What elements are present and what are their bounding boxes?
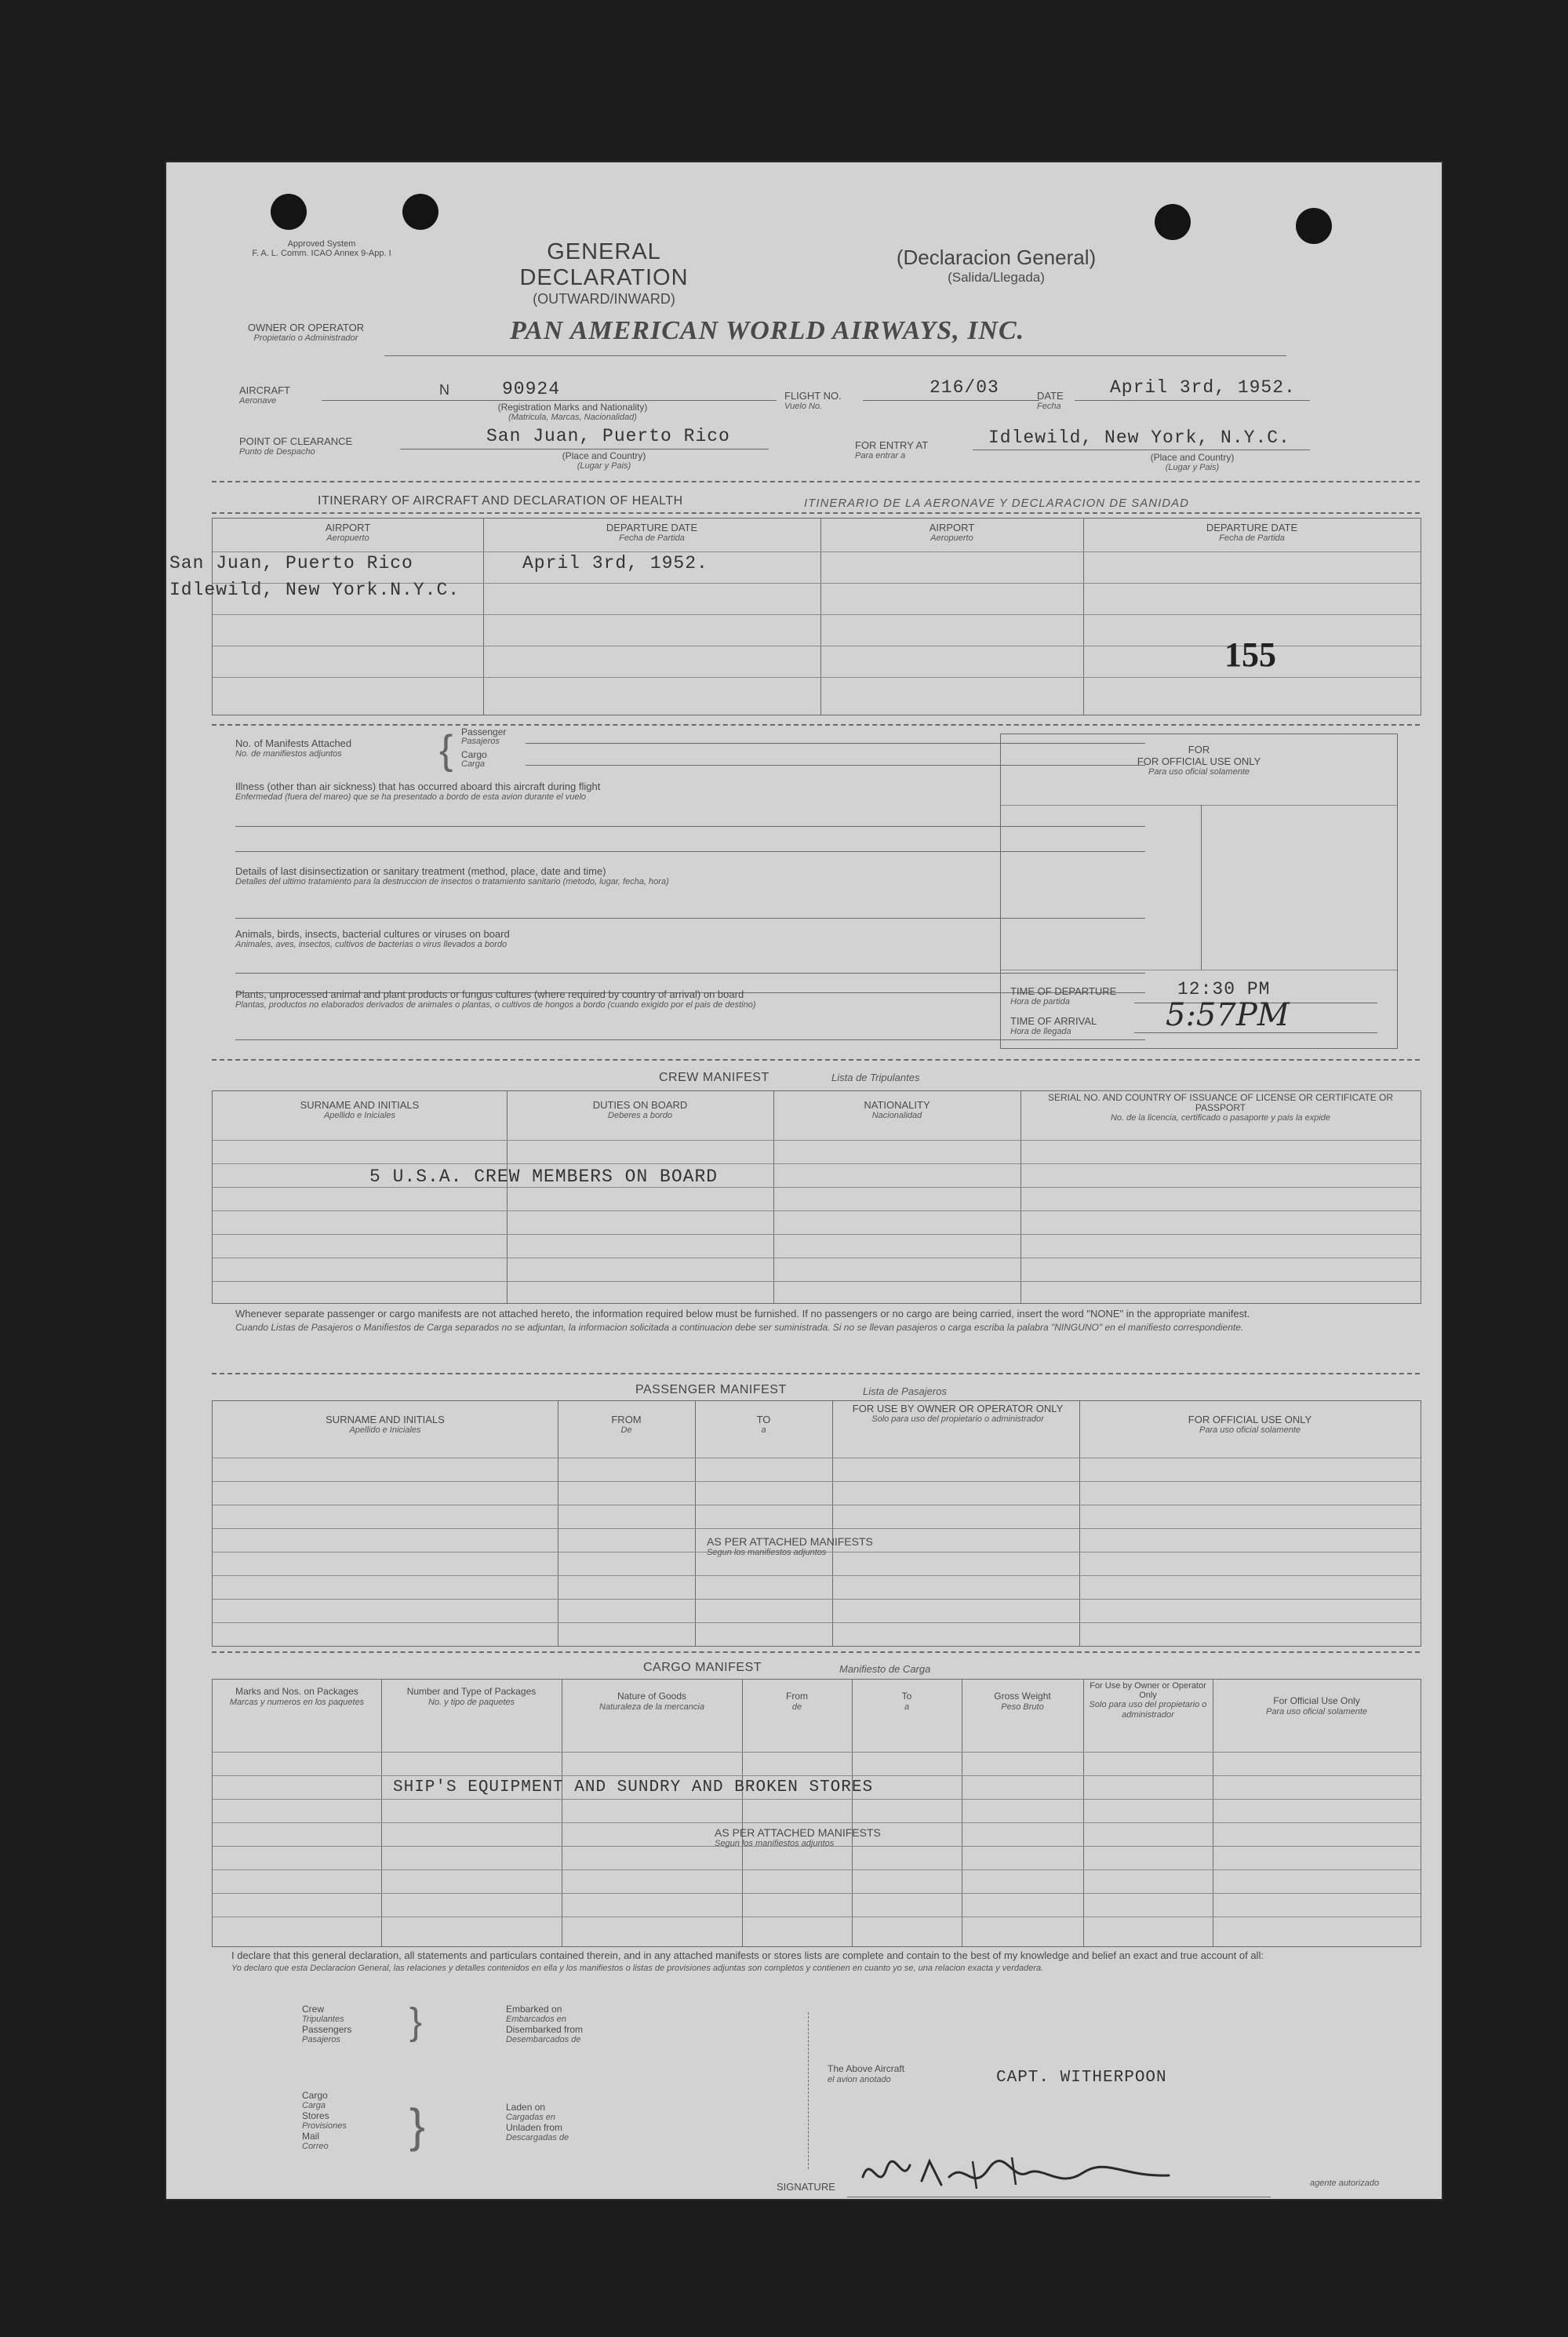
departure-time: 12:30 PM: [1177, 979, 1271, 999]
captain-name: CAPT. WITHERPOON: [996, 2069, 1167, 2087]
itinerary-heading-es: ITINERARIO DE LA AERONAVE Y DECLARACION DE SANIDAD: [804, 497, 1189, 510]
date-label: DATE Fecha: [1037, 390, 1064, 411]
crew-col-duties: DUTIES ON BOARD Deberes a bordo: [592, 1099, 688, 1120]
manifest-notice: Whenever separate passenger or cargo manifests are not attached hereto, the information required below must be furnished. If no passengers or no cargo are being carried, insert the word "NONE" in the appropriate manifest. Cuando Listas de Pasajeros o Manifiestos de Carga separados no se adjuntan, la informacion solicitada a continuacion debe ser suministrada. Si no se llevan pasajeros o carga escriba la palabra "NINGUNO" en el manifiesto correspondiente.: [235, 1308, 1250, 1333]
punch-hole: [1296, 208, 1332, 244]
signature-trail: agente autorizado: [1310, 2179, 1380, 2188]
arrival-time-handwritten: 5:57PM: [1166, 997, 1290, 1033]
aircraft-caption: (Registration Marks and Nationality) (Matricula, Marcas, Nacionalidad): [497, 402, 648, 422]
crew-passenger-labels: Crew Tripulantes Passengers Pasajeros: [302, 2004, 352, 2044]
col-airport-2: AIRPORT Aeropuerto: [929, 522, 975, 543]
flight-date: April 3rd, 1952.: [1110, 377, 1296, 398]
crew-col-nationality: NATIONALITY Nacionalidad: [864, 1099, 930, 1120]
owner-line: [384, 355, 1286, 356]
passenger-cargo-labels: Passenger Pasajeros Cargo Carga: [461, 726, 507, 769]
col-airport-1: AIRPORT Aeropuerto: [325, 522, 371, 543]
aircraft-label: AIRCRAFT Aeronave: [239, 384, 290, 406]
cargo-heading-es: Manifiesto de Carga: [839, 1663, 931, 1675]
arrival-line: [1134, 1032, 1377, 1033]
separator: [212, 724, 1420, 726]
cargo-attached-note: AS PER ATTACHED MANIFESTS Segun los manifiestos adjuntos: [715, 1826, 881, 1848]
official-use-box: [1000, 733, 1398, 1049]
passenger-col-official: FOR OFFICIAL USE ONLY Para uso oficial solamente: [1188, 1414, 1312, 1435]
punch-hole: [402, 194, 438, 230]
crew-table: [212, 1090, 1421, 1304]
itinerary-heading: ITINERARY OF AIRCRAFT AND DECLARATION OF HEALTH: [318, 494, 683, 508]
crew-col-surname: SURNAME AND INITIALS Apellido e Iniciales: [300, 1099, 420, 1120]
clearance-line: [400, 449, 769, 450]
col-departure-2: DEPARTURE DATE Fecha de Partida: [1206, 522, 1298, 543]
cargo-col-to: To a: [901, 1691, 912, 1712]
flight-label: FLIGHT NO. Vuelo No.: [784, 390, 842, 411]
form-title: GENERAL DECLARATION (OUTWARD/INWARD): [519, 239, 689, 307]
cargo-table: [212, 1679, 1421, 1947]
passenger-col-to: TO a: [756, 1414, 771, 1435]
illness-text: Illness (other than air sickness) that has occurred aboard this aircraft during flight Enfermedad (fuera del mareo) que se ha presentado a bordo de esta avion durante el vuelo: [235, 781, 601, 802]
arrival-time-label: TIME OF ARRIVAL Hora de llegada: [1010, 1015, 1097, 1036]
punch-hole: [271, 194, 307, 230]
departure-time-label: TIME OF DEPARTURE Hora de partida: [1010, 985, 1117, 1007]
separator: [212, 1651, 1420, 1653]
date-line: [1075, 400, 1310, 401]
captain-signature: [855, 2146, 1184, 2200]
itinerary-airport-1: San Juan, Puerto Rico: [169, 553, 413, 573]
separator: [212, 1059, 1420, 1061]
operator-name: PAN AMERICAN WORLD AIRWAYS, INC.: [510, 316, 1025, 345]
itinerary-date-1: April 3rd, 1952.: [522, 553, 708, 573]
cargo-col-marks: Marks and Nos. on Packages Marcas y numeros en los paquetes: [229, 1686, 365, 1707]
manifests-label: No. of Manifests Attached No. de manifiestos adjuntos: [235, 737, 352, 759]
signature-label: SIGNATURE: [777, 2181, 835, 2193]
declaration-sheet: [165, 161, 1443, 2200]
entry-label: FOR ENTRY AT Para entrar a: [855, 439, 929, 460]
stamp-number: 155: [1224, 635, 1276, 674]
cargo-entry: SHIP'S EQUIPMENT AND SUNDRY AND BROKEN STORES: [393, 1778, 874, 1796]
cargo-stores-labels: Cargo Carga Stores Provisiones Mail Correo: [302, 2090, 347, 2151]
cargo-col-number: Number and Type of Packages No. y tipo de paquetes: [406, 1686, 537, 1707]
passenger-attached-note: AS PER ATTACHED MANIFESTS Segun los manifiestos adjuntos: [707, 1535, 873, 1557]
cargo-heading: CARGO MANIFEST: [643, 1661, 762, 1674]
passenger-col-surname: SURNAME AND INITIALS Apellido e Iniciales: [326, 1414, 445, 1435]
passenger-col-owner: FOR USE BY OWNER OR OPERATOR ONLY Solo para uso del propietario o administrador: [852, 1403, 1064, 1424]
passenger-heading-es: Lista de Pasajeros: [863, 1385, 947, 1397]
crew-entry: 5 U.S.A. CREW MEMBERS ON BOARD: [369, 1167, 719, 1187]
aircraft-no-prefix: N: [439, 382, 449, 398]
itinerary-airport-2: Idlewild, New York.N.Y.C.: [169, 580, 460, 600]
cargo-col-owner: For Use by Owner or Operator Only Solo para uso del propietario o administrador: [1089, 1681, 1207, 1720]
embark-labels: Embarked on Embarcados en Disembarked from Desembarcados de: [506, 2004, 584, 2044]
separator: [212, 1373, 1420, 1374]
separator: [212, 512, 1420, 514]
separator: [212, 481, 1420, 482]
flight-line: [863, 400, 1039, 401]
aircraft-line: [322, 400, 777, 401]
crew-heading-es: Lista de Tripulantes: [831, 1072, 920, 1083]
clearance-place: San Juan, Puerto Rico: [486, 426, 730, 446]
above-aircraft-label: The Above Aircraft el avion anotado: [828, 2063, 905, 2084]
laden-labels: Laden on Cargadas en Unladen from Descargadas de: [506, 2102, 569, 2142]
punch-hole: [1155, 204, 1191, 240]
col-departure-1: DEPARTURE DATE Fecha de Partida: [606, 522, 698, 543]
cargo-col-weight: Gross Weight Peso Bruto: [994, 1691, 1051, 1712]
brace: }: [409, 2001, 423, 2043]
flight-number: 216/03: [930, 377, 999, 398]
passenger-col-from: FROM De: [611, 1414, 642, 1435]
divider: [808, 2012, 809, 2169]
aircraft-registration: 90924: [502, 379, 561, 399]
crew-heading: CREW MANIFEST: [659, 1071, 769, 1084]
entry-place: Idlewild, New York, N.Y.C.: [988, 428, 1290, 448]
brace: {: [439, 727, 453, 773]
disinsect-text: Details of last disinsectization or sanitary treatment (method, place, date and time) Detalles del ultimo tratamiento para la destruccion de insectos o tratamiento sanitario (metodo, lugar, fecha, hora): [235, 865, 669, 886]
passenger-table: [212, 1400, 1421, 1647]
passenger-heading: PASSENGER MANIFEST: [635, 1383, 787, 1396]
plants-text: Plants, unprocessed animal and plant products or fungus cultures (where required by country of arrival) on board Plantas, productos no elaborados derivados de animales o plantas, o cultivos de hongos a bordo (cuando exigido por el pais de destino): [235, 988, 756, 1010]
itinerary-table: [169, 518, 1421, 715]
form-title-es: (Declaracion General) (Salida/Llegada): [896, 246, 1097, 285]
certification-text: I declare that this general declaration, all statements and particulars contained therein, and in any attached manifests or stores lists are complete and contain to the best of my knowledge and belief an exact and true account of all: Yo declaro que esta Declaracion General, las relaciones y detalles contenidos en ella y los manifiestos o listas de provisiones adjuntas son completos y contienen en cuanto yo se, una relacion exacta y verdadera.: [231, 1949, 1264, 1973]
cargo-col-from: From de: [786, 1691, 808, 1712]
owner-label: OWNER OR OPERATOR Propietario o Administrador: [247, 322, 365, 343]
cargo-col-official: For Official Use Only Para uso oficial solamente: [1265, 1695, 1367, 1716]
official-use-label: FOR FOR OFFICIAL USE ONLY Para uso oficial solamente: [1137, 744, 1261, 777]
brace: }: [409, 2099, 426, 2152]
approval-note: Approved System F. A. L. Comm. ICAO Annex 9-App. I: [252, 239, 391, 258]
crew-col-license: SERIAL NO. AND COUNTRY OF ISSUANCE OF LICENSE OR CERTIFICATE OR PASSPORT No. de la licencia, certificado o pasaporte y pais la expide: [1047, 1092, 1394, 1123]
entry-caption: (Place and Country) (Lugar y Pais): [1150, 452, 1235, 472]
cargo-col-nature: Nature of Goods Naturaleza de la mercancia: [599, 1691, 704, 1712]
clearance-label: POINT OF CLEARANCE Punto de Despacho: [239, 435, 353, 457]
animals-text: Animals, birds, insects, bacterial cultures or viruses on board Animales, aves, insectos, cultivos de bacterias o virus llevados a bordo: [235, 928, 510, 949]
clearance-caption: (Place and Country) (Lugar y Pais): [562, 450, 646, 471]
